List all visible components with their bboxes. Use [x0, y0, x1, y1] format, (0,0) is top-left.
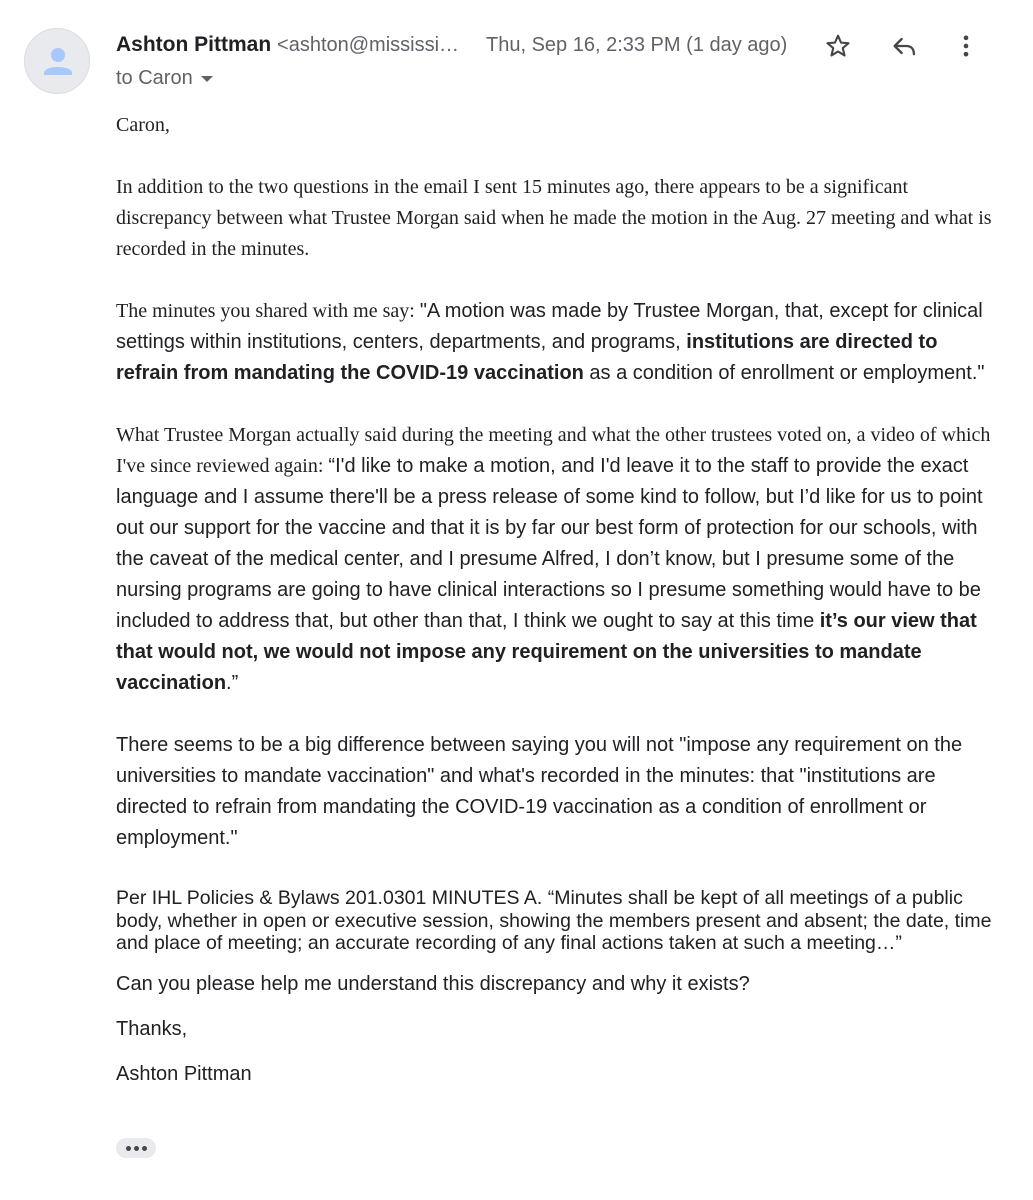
paragraph-2-intro: The minutes you shared with me say: [116, 300, 420, 322]
paragraph-3-intro: What Trustee Morgan actually said during the meeting and what the other trustees voted on, a video of which I've since reviewed again: [116, 424, 991, 477]
sender-name[interactable]: Ashton Pittman [116, 33, 272, 56]
star-button[interactable] [820, 28, 856, 64]
sender-email: <ashton@mississi… [277, 34, 460, 56]
paragraph-1: In addition to the two questions in the email I sent 15 minutes ago, there appears to be a significant discrepancy between what Trustee Morgan said when he made the motion in the Aug. 27 meeting and what is recorded in the minutes. [116, 176, 992, 260]
more-options-button[interactable] [948, 28, 984, 64]
message-date: Thu, Sep 16, 2:33 PM (1 day ago) [486, 34, 788, 56]
paragraph-4: There seems to be a big difference between saying you will not "impose any requirement on the universities to mandate vaccination" and what's recorded in the minutes: that "institutions are directed to refrain from mandating the COVID-19 vaccination as a condition of enrollment or employment." [116, 734, 963, 849]
paragraph-2 [116, 296, 996, 389]
greeting: Caron, [116, 114, 170, 136]
sender-avatar[interactable] [24, 28, 90, 94]
person-icon [25, 29, 90, 94]
ellipsis-icon [126, 1146, 147, 1151]
paragraph-3-quote-end: .” [226, 672, 239, 694]
paragraph-2-quote: "A motion was made by Trustee Morgan, that, except for clinical settings within institutions, centers, departments, and programs, [116, 300, 983, 353]
paragraph-3 [116, 420, 996, 699]
reply-icon [890, 32, 918, 60]
recipient-line[interactable] [116, 64, 213, 92]
sender-line [116, 31, 459, 59]
paragraph-3-quote: “I'd like to make a motion, and I'd leave it to the staff to provide the exact language and I assume there'll be a press release of some kind to follow, but I’d like for us to point out our support for the vaccine and that it is by far our best form of protection for our schools, with the caveat of the medical center, and I presume Alfred, I don’t know, but I presume some of the nursing programs are going to have clinical interactions so I presume something would have to be included to address that, but other than that, I think we ought to say at this time [116, 455, 983, 632]
paragraph-2-quote-end: as a condition of enrollment or employment." [583, 362, 985, 384]
closing: Thanks, [116, 1017, 188, 1040]
reply-button[interactable] [886, 28, 922, 64]
paragraph-3-quote-bold: it’s our view that that would not, we would not impose any requirement on the universities to mandate vaccination [116, 610, 977, 694]
show-trimmed-content-button[interactable] [116, 1138, 156, 1158]
message-body [116, 110, 996, 1090]
chevron-down-icon[interactable] [201, 76, 213, 82]
paragraph-2-quote-bold: institutions are directed to refrain from mandating the COVID-19 vaccination [116, 331, 938, 384]
paragraph-6: Can you please help me understand this discrepancy and why it exists? [116, 972, 750, 995]
recipient-label: to Caron [116, 67, 193, 89]
star-icon [824, 32, 852, 60]
paragraph-5: Per IHL Policies & Bylaws 201.0301 MINUTES A. “Minutes shall be kept of all meetings of a public body, whether in open or executive session, showing the members present and absent; the date, time and place of meeting; an accurate recording of any final actions taken at such a meeting…” [116, 887, 992, 954]
signature: Ashton Pittman [116, 1062, 252, 1085]
more-vert-icon [952, 32, 980, 60]
